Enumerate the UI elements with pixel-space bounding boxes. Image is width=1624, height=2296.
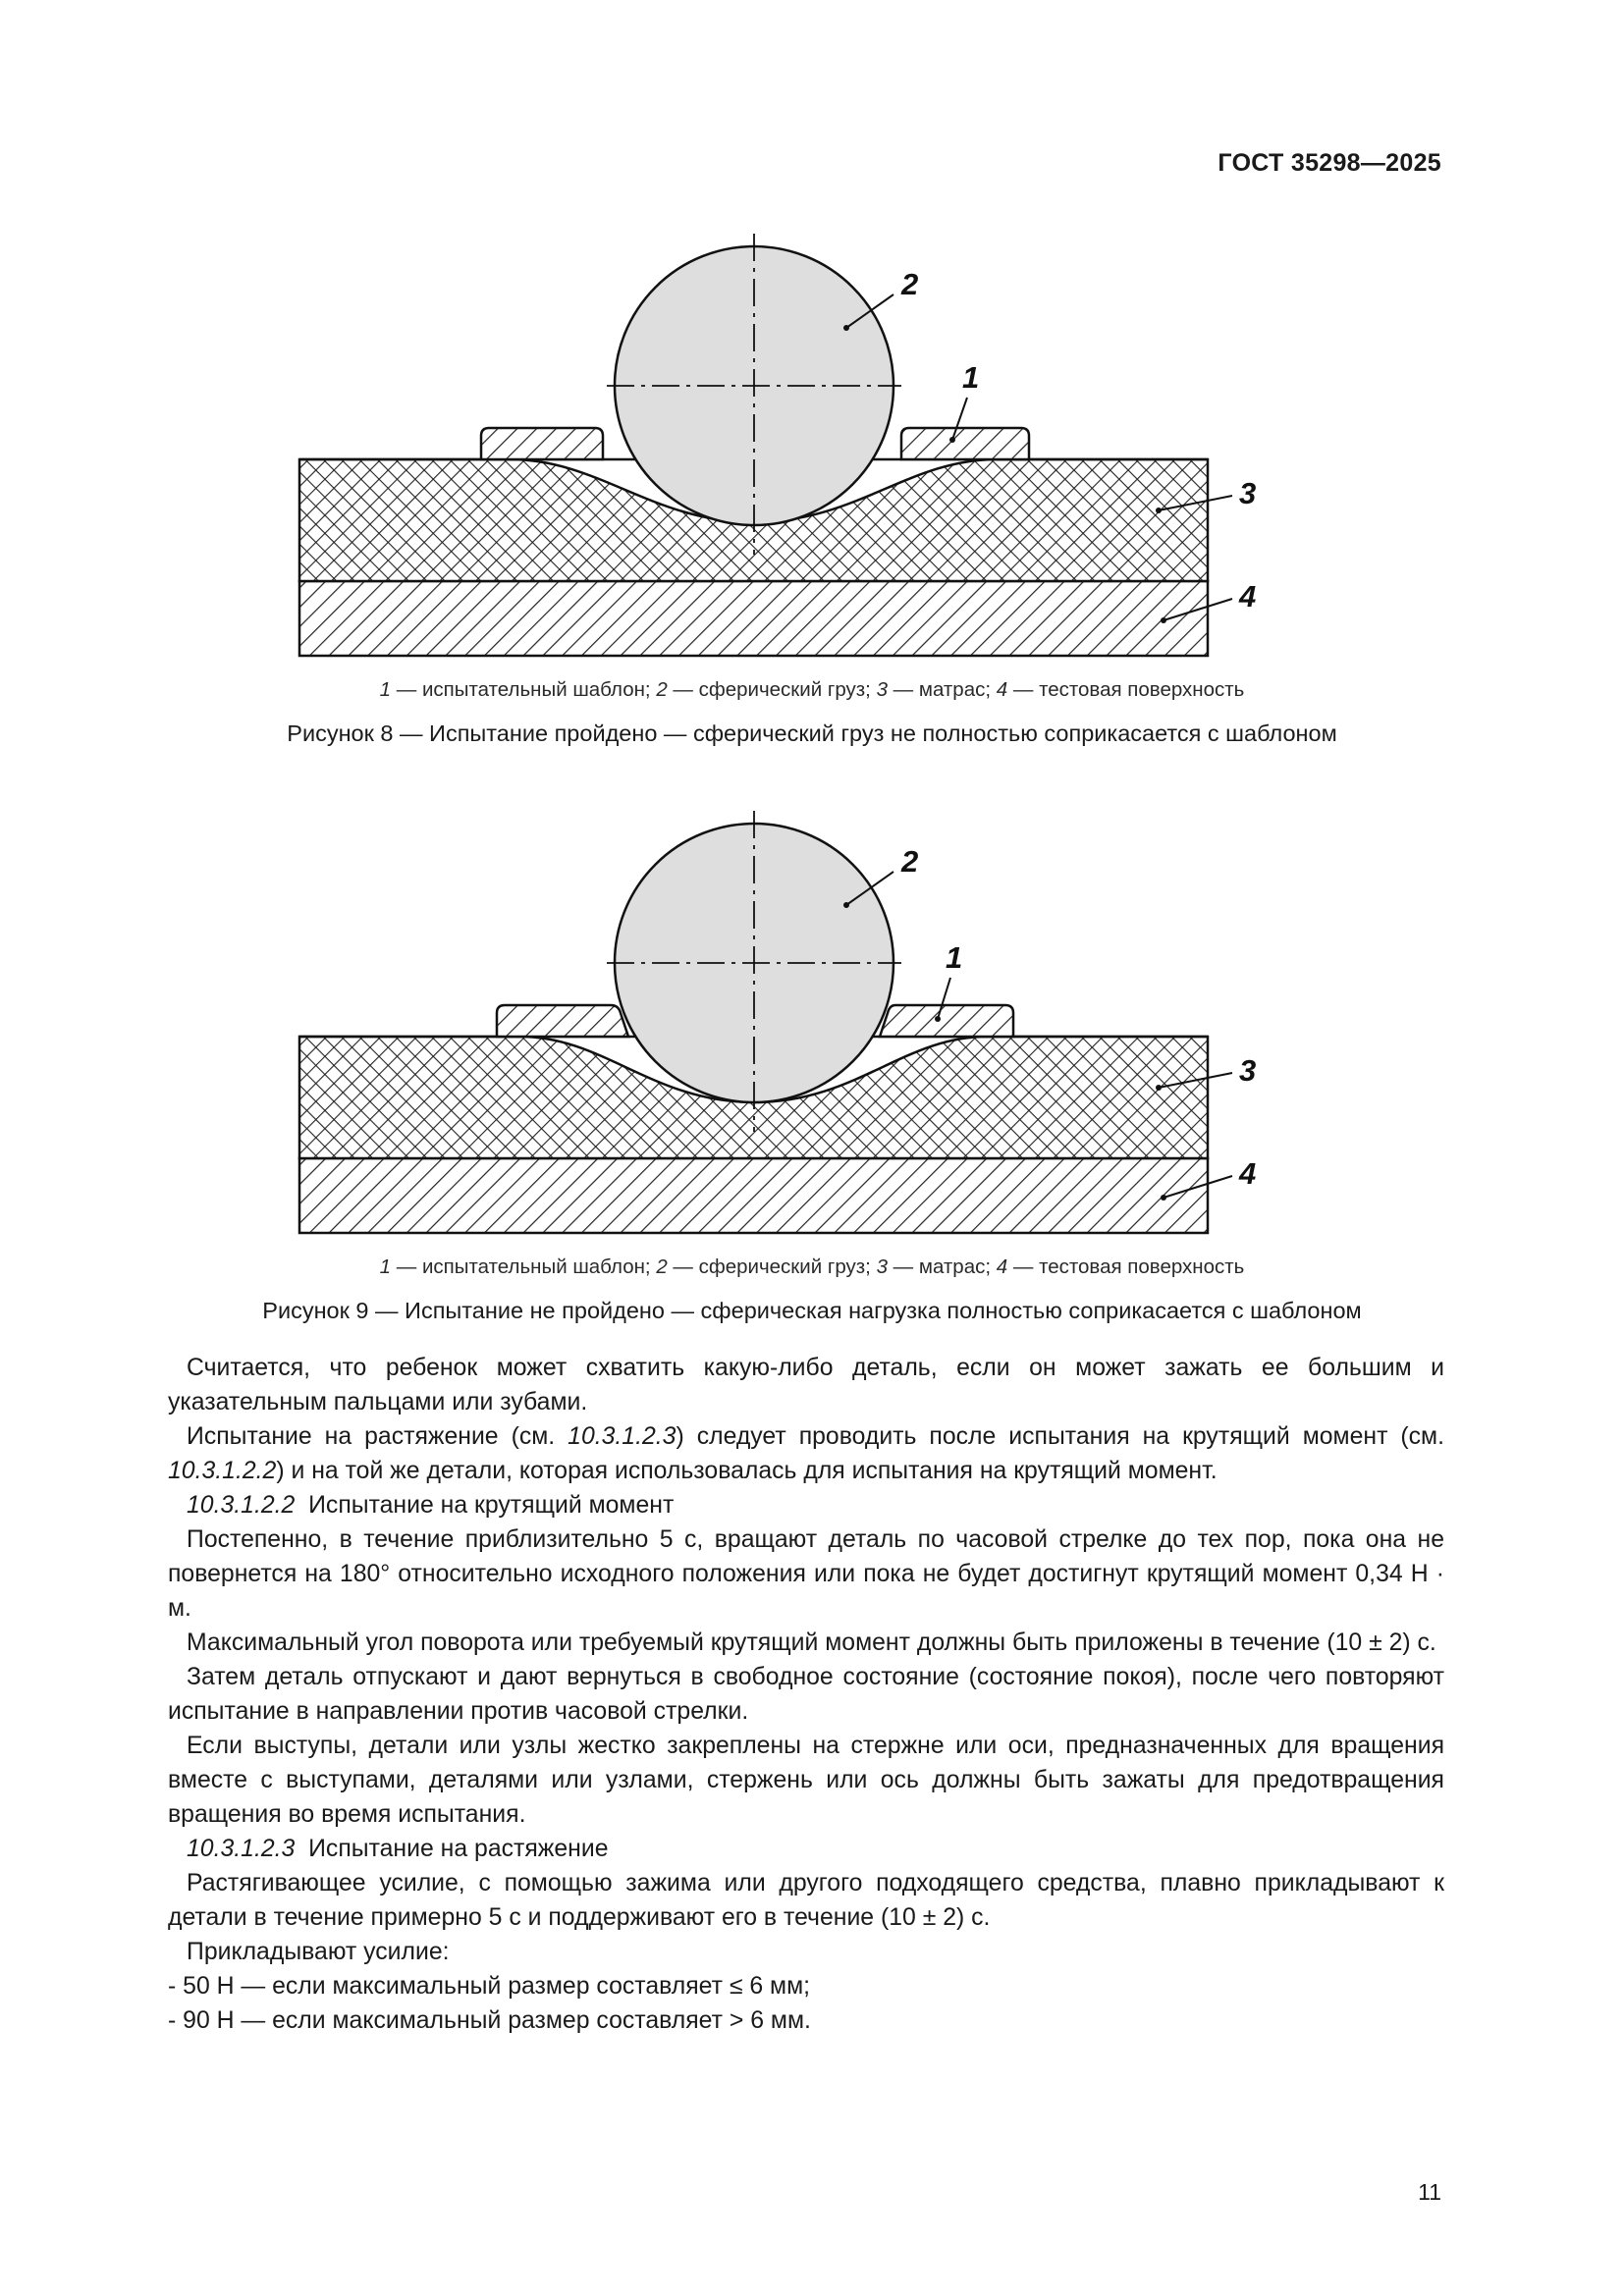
test-surface: [299, 581, 1208, 656]
test-template-right: [901, 428, 1029, 459]
test-template-left: [481, 428, 603, 459]
figure-8-legend: 1 — испытательный шаблон; 2 — сферический груз; 3 — матрас; 4 — тестовая поверхность: [379, 678, 1245, 701]
label-template: 1: [962, 360, 980, 395]
label-load: 2: [901, 844, 919, 879]
paragraph: Постепенно, в течение приблизительно 5 с, вращают деталь по часовой стрелке до тех пор, пока она не повернется на 180° относительно исходного положения или пока не будет достигнут крутящий момент 0,34 Н · м.: [168, 1526, 1444, 1622]
label-load: 2: [901, 267, 919, 301]
label-template: 1: [946, 940, 963, 975]
figure-8-caption: Рисунок 8 — Испытание пройдено — сферический груз не полностью соприкасается с шаблоном: [287, 721, 1337, 746]
section-heading: 10.3.1.2.3 Испытание на растяжение: [187, 1836, 609, 1862]
label-mattress: 3: [1239, 1053, 1257, 1088]
document-header: ГОСТ 35298—2025: [1218, 149, 1441, 177]
body-text: [168, 1351, 1444, 2038]
paragraph: Считается, что ребенок может схватить какую-либо деталь, если он может зажать ее большим и указательным пальцами или зубами.: [168, 1355, 1444, 1415]
cross-reference: 10.3.1.2.3: [568, 1423, 677, 1450]
list-item: - 90 Н — если максимальный размер составляет > 6 мм.: [168, 2007, 811, 2034]
test-template-right: [880, 1005, 1013, 1037]
page-number: 11: [1418, 2179, 1441, 2205]
paragraph: Прикладывают усилие:: [187, 1939, 450, 1965]
test-surface: [299, 1158, 1208, 1233]
figure-9-legend: 1 — испытательный шаблон; 2 — сферический груз; 3 — матрас; 4 — тестовая поверхность: [379, 1255, 1245, 1278]
paragraph: Растягивающее усилие, с помощью зажима или другого подходящего средства, плавно прикладывают к детали в течение примерно 5 с и поддерживают его в течение (10 ± 2) с.: [168, 1870, 1444, 1931]
paragraph: Если выступы, детали или узлы жестко закреплены на стержне или оси, предназначенных для вращения вместе с выступами, деталями или узлами, стержень или ось должны быть зажаты для предотвращения вращения во время испытания.: [168, 1733, 1444, 1828]
section-heading: 10.3.1.2.2 Испытание на крутящий момент: [187, 1492, 675, 1519]
paragraph: Затем деталь отпускают и дают вернуться в свободное состояние (состояние покоя), после чего повторяют испытание в направлении против часовой стрелки.: [168, 1664, 1444, 1725]
label-surface: 4: [1239, 1156, 1257, 1191]
cross-reference: 10.3.1.2.2: [168, 1458, 277, 1484]
label-mattress: 3: [1239, 476, 1257, 510]
paragraph: Испытание на растяжение (см. 10.3.1.2.3) следует проводить после испытания на крутящий момент (см. 10.3.1.2.2) и на той же детали, которая использовалась для испытания на крутящий момент.: [168, 1423, 1444, 1484]
list-item: - 50 Н — если максимальный размер составляет ≤ 6 мм;: [168, 1973, 811, 2000]
paragraph: Максимальный угол поворота или требуемый крутящий момент должны быть приложены в течение (10 ± 2) с.: [187, 1629, 1436, 1656]
test-template-left: [497, 1005, 628, 1037]
figure-8-drawing: [0, 226, 1624, 697]
figure-9-drawing: [0, 803, 1624, 1274]
figure-9-caption: Рисунок 9 — Испытание не пройдено — сферическая нагрузка полностью соприкасается с шаблоном: [262, 1298, 1362, 1323]
label-surface: 4: [1239, 579, 1257, 614]
